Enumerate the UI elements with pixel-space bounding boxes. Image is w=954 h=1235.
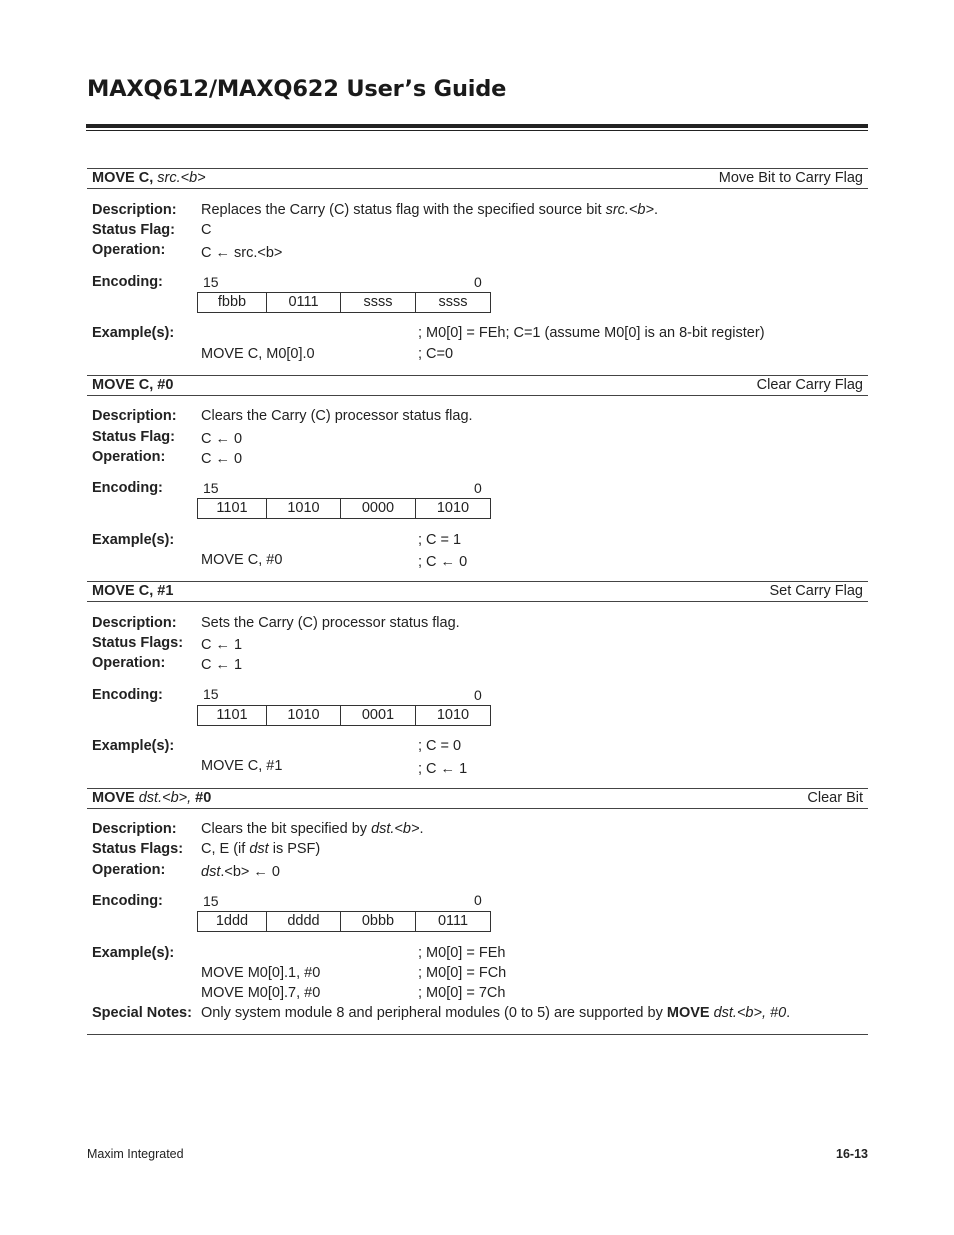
description-text [201,201,658,219]
encoding-cell: 0111 [266,293,340,312]
encoding-cell: 1010 [266,499,340,518]
encoding-label: Encoding: [92,893,163,909]
example-code: MOVE C, #1 [201,758,283,774]
encoding-table [197,498,491,519]
encoding-cell: ssss [340,293,415,312]
status-flag-value: C ← 1 [201,637,243,653]
operation-value [201,863,280,881]
status-flags-label: Status Flags: [92,635,184,651]
operation-value: C ← src.<b> [201,245,283,261]
operation-value: C ← 1 [201,657,243,673]
example-code: MOVE C, #0 [201,552,283,568]
encoding-cell: 1101 [216,500,248,516]
encoding-bit-low: 0 [474,274,482,290]
title-rule-thin [86,130,868,131]
examples-label: Example(s): [92,738,175,754]
examples-label: Example(s): [92,945,175,961]
description-label: Description: [92,408,177,424]
instruction-summary: Move Bit to Carry Flag [718,170,863,186]
status-flags-label: Status Flags: [92,841,184,857]
instruction-header [87,581,868,602]
footer-page-number: 16-13 [836,1147,868,1161]
mnemonic: MOVE C, [92,170,154,186]
operand: src.<b> [157,170,206,186]
instruction-summary: Set Carry Flag [769,583,863,599]
description-label: Description: [92,821,177,837]
instruction-syntax [92,169,206,188]
encoding-cell: 1010 [415,499,490,518]
encoding-cell: dddd [266,912,340,931]
description-label: Description: [92,615,177,631]
example-comment: ; C ← 1 [418,761,468,777]
instruction-header [87,168,868,189]
encoding-cell: 0000 [340,499,415,518]
section-bottom-rule [87,1034,868,1035]
encoding-table [197,292,491,313]
encoding-label: Encoding: [92,687,163,703]
example-comment: ; C = 1 [418,532,462,548]
example-code: MOVE C, M0[0].0 [201,346,315,362]
example-code: MOVE M0[0].1, #0 [201,965,321,981]
encoding-table [197,705,491,726]
footer-company: Maxim Integrated [87,1147,184,1161]
operation-operand: dst [201,864,221,880]
encoding-bit-low: 0 [474,687,482,703]
encoding-table [197,911,491,932]
encoding-bit-low: 0 [474,892,482,908]
description-label: Description: [92,202,177,218]
example-code: MOVE M0[0].7, #0 [201,985,321,1001]
description-text: Clears the Carry (C) processor status flag. [201,408,473,424]
example-comment: ; C = 0 [418,738,462,754]
title-rule-thick [86,124,868,128]
encoding-bit-high: 15 [203,274,219,290]
example-comment: ; C ← 0 [418,554,468,570]
encoding-bit-high: 15 [203,686,219,702]
example-comment: ; C=0 [418,346,454,362]
encoding-cell: 1101 [216,707,248,723]
examples-label: Example(s): [92,532,175,548]
operand: dst.<b>, [138,790,192,806]
instruction-syntax: MOVE C, #0 [92,377,174,393]
operation-label: Operation: [92,242,166,258]
encoding-cell: 0111 [415,912,490,931]
encoding-cell: 1010 [266,706,340,725]
operation-rest: .<b> ← 0 [220,864,280,880]
status-flag-label: Status Flag: [92,429,175,445]
status-flag-value: C [201,222,212,238]
encoding-cell: 1010 [415,706,490,725]
encoding-label: Encoding: [92,480,163,496]
encoding-label: Encoding: [92,274,163,290]
special-notes-body: Only system module 8 and peripheral modules (0 to 5) are supported by [201,1005,667,1021]
example-comment: ; M0[0] = FEh [418,945,506,961]
special-notes-tail: . [786,1005,791,1021]
description-operand: src.<b> [605,202,654,218]
example-comment: ; M0[0] = FEh; C=1 (assume M0[0] is an 8-bit register) [418,325,765,341]
encoding-cell: 0bbb [340,912,415,931]
instruction-summary: Clear Carry Flag [756,377,863,393]
description-tail: . [653,202,658,218]
instruction-header [87,375,868,396]
document-title: MAXQ612/MAXQ622 User’s Guide [87,76,507,102]
status-flag-value [201,840,320,858]
example-comment: ; M0[0] = 7Ch [418,985,506,1001]
description-body: Replaces the Carry (C) status flag with the specified source bit [201,202,606,218]
instruction-syntax: MOVE C, #1 [92,583,174,599]
operation-value: C ← 0 [201,451,243,467]
description-text [201,820,423,838]
description-body: Clears the bit specified by [201,821,372,837]
encoding-cell: 1ddd [215,913,249,929]
encoding-bit-low: 0 [474,480,482,496]
status-operand: dst [249,841,269,857]
operation-label: Operation: [92,655,166,671]
instruction-header [87,788,868,809]
status-pre: C, E (if [201,841,250,857]
encoding-cell: 0001 [340,706,415,725]
operation-label: Operation: [92,449,166,465]
special-notes-mnemonic: MOVE [666,1005,710,1021]
encoding-bit-high: 15 [203,480,219,496]
status-flag-label: Status Flag: [92,222,175,238]
instruction-syntax [92,789,211,808]
status-flag-value: C ← 0 [201,431,243,447]
encoding-cell: fbbb [217,294,247,310]
operation-label: Operation: [92,862,166,878]
special-notes-text [201,1004,790,1022]
description-text: Sets the Carry (C) processor status flag. [201,615,460,631]
description-operand: dst.<b> [371,821,420,837]
instruction-summary: Clear Bit [807,790,863,806]
special-notes-label: Special Notes: [92,1005,192,1021]
examples-label: Example(s): [92,325,175,341]
mnemonic-tail: #0 [195,790,212,806]
description-tail: . [419,821,424,837]
example-comment: ; M0[0] = FCh [418,965,507,981]
encoding-cell: ssss [415,293,490,312]
encoding-bit-high: 15 [203,893,219,909]
mnemonic: MOVE [92,790,135,806]
status-post: is PSF) [268,841,321,857]
special-notes-operand: dst.<b>, #0 [713,1005,787,1021]
